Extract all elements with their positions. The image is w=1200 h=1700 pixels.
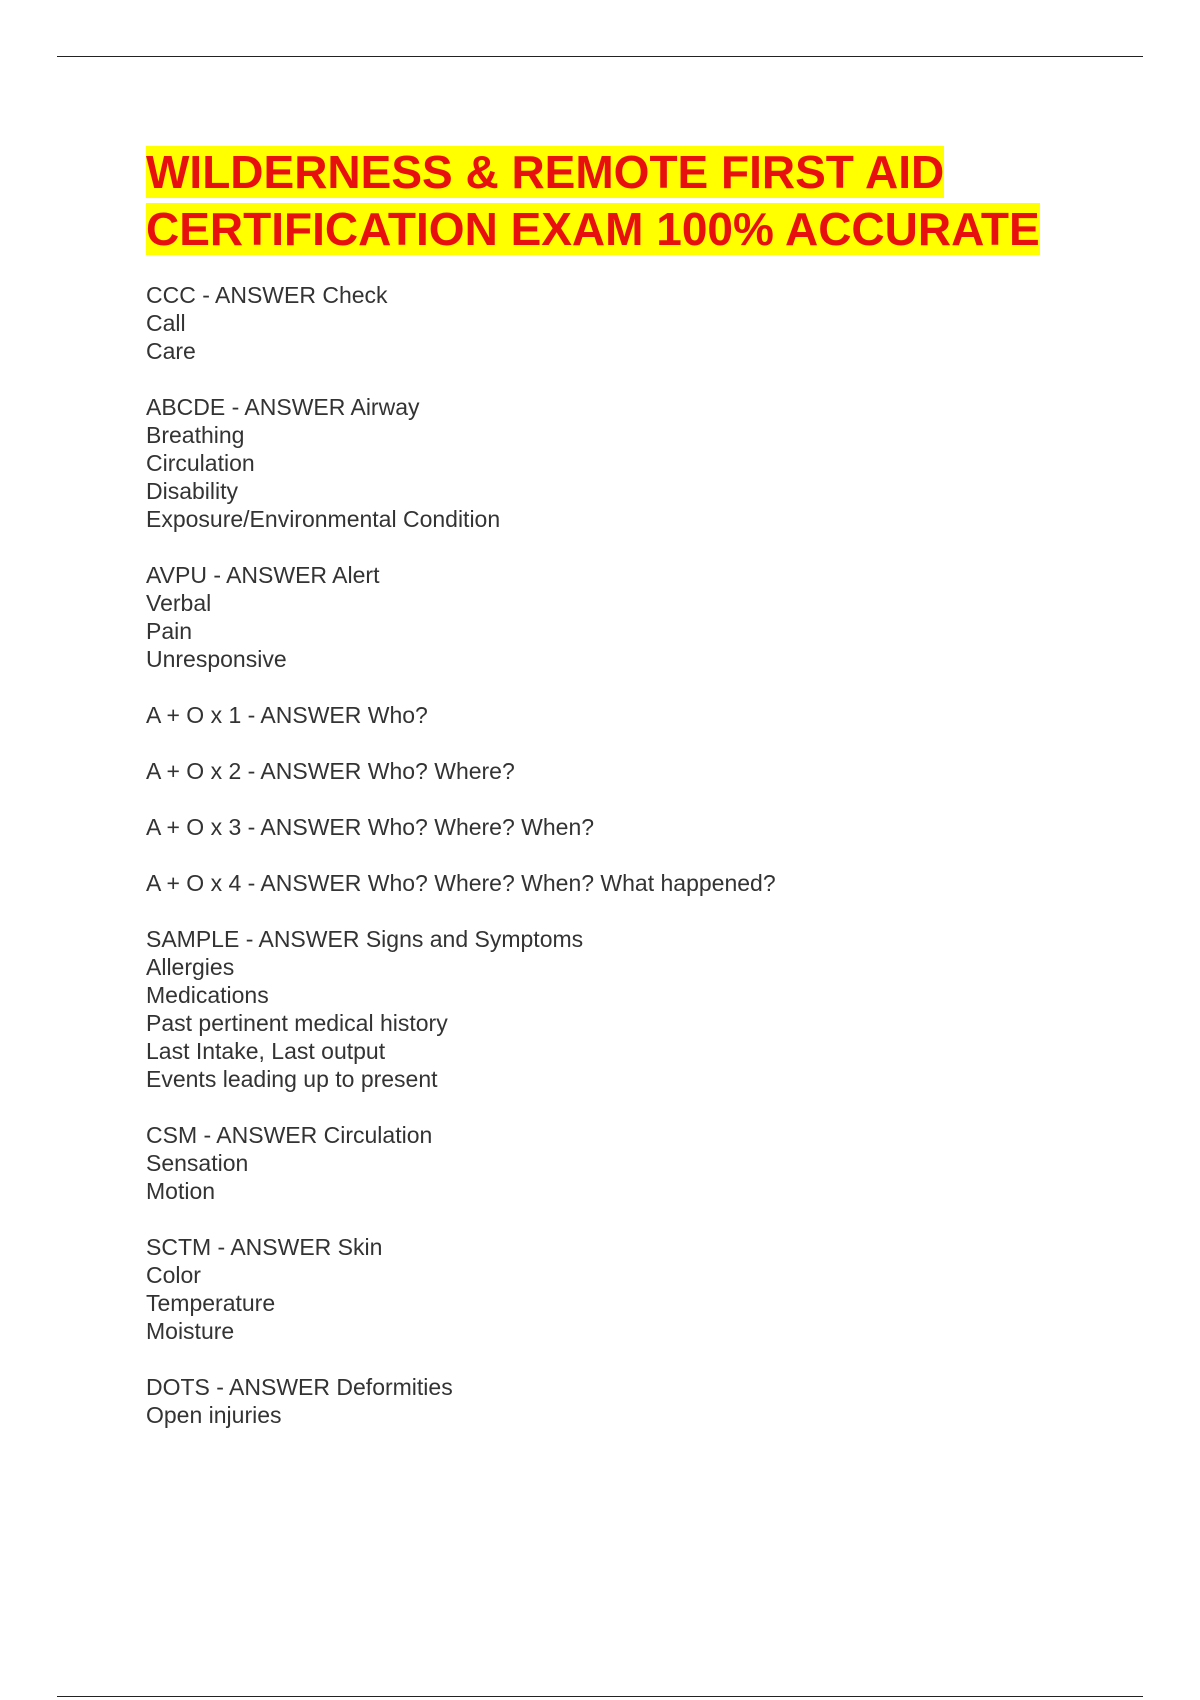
qa-entry-csm — [146, 1121, 1106, 1205]
entry-line: A + O x 3 - ANSWER Who? Where? When? — [146, 814, 595, 840]
qa-entry-sctm — [146, 1233, 1106, 1345]
entry-line: DOTS - ANSWER Deformities — [146, 1374, 453, 1400]
bottom-rule — [57, 1696, 1143, 1697]
qa-entry-ccc — [146, 281, 1106, 365]
entry-line: Pain — [146, 618, 193, 644]
qa-entry-ao1 — [146, 701, 1106, 729]
qa-entry-avpu — [146, 561, 1106, 673]
entry-line: ABCDE - ANSWER Airway — [146, 394, 420, 420]
qa-entry-ao3 — [146, 813, 1106, 841]
entry-line: Open injuries — [146, 1402, 282, 1428]
entry-line: Call — [146, 310, 186, 336]
qa-entry-abcde — [146, 393, 1106, 533]
title-line-2: CERTIFICATION EXAM 100% ACCURATE — [146, 203, 1040, 255]
document-page — [146, 144, 1106, 1457]
entry-line: Medications — [146, 982, 269, 1008]
entry-line: SCTM - ANSWER Skin — [146, 1234, 383, 1260]
entry-line: Verbal — [146, 590, 212, 616]
entry-line: Events leading up to present — [146, 1066, 438, 1092]
qa-entry-dots — [146, 1373, 1106, 1429]
entry-line: Breathing — [146, 422, 245, 448]
entry-line: Unresponsive — [146, 646, 287, 672]
entry-line: Last Intake, Last output — [146, 1038, 386, 1064]
entry-line: Sensation — [146, 1150, 249, 1176]
entry-line: Care — [146, 338, 196, 364]
entry-line: Motion — [146, 1178, 216, 1204]
entry-line: CSM - ANSWER Circulation — [146, 1122, 433, 1148]
entry-line: Past pertinent medical history — [146, 1010, 448, 1036]
qa-entry-ao4 — [146, 869, 1106, 897]
qa-list — [146, 281, 1106, 1429]
document-title — [146, 144, 1106, 258]
entry-line: Moisture — [146, 1318, 235, 1344]
entry-line: SAMPLE - ANSWER Signs and Symptoms — [146, 926, 584, 952]
entry-line: A + O x 1 - ANSWER Who? — [146, 702, 428, 728]
entry-line: Allergies — [146, 954, 235, 980]
entry-line: Temperature — [146, 1290, 276, 1316]
qa-entry-ao2 — [146, 757, 1106, 785]
top-rule — [57, 56, 1143, 57]
entry-line: A + O x 4 - ANSWER Who? Where? When? What happened? — [146, 870, 776, 896]
entry-line: Color — [146, 1262, 201, 1288]
entry-line: AVPU - ANSWER Alert — [146, 562, 380, 588]
entry-line: Circulation — [146, 450, 255, 476]
entry-line: Exposure/Environmental Condition — [146, 506, 501, 532]
entry-line: Disability — [146, 478, 239, 504]
entry-line: CCC - ANSWER Check — [146, 282, 388, 308]
entry-line: A + O x 2 - ANSWER Who? Where? — [146, 758, 515, 784]
qa-entry-sample — [146, 925, 1106, 1093]
title-line-1: WILDERNESS & REMOTE FIRST AID — [146, 146, 945, 198]
